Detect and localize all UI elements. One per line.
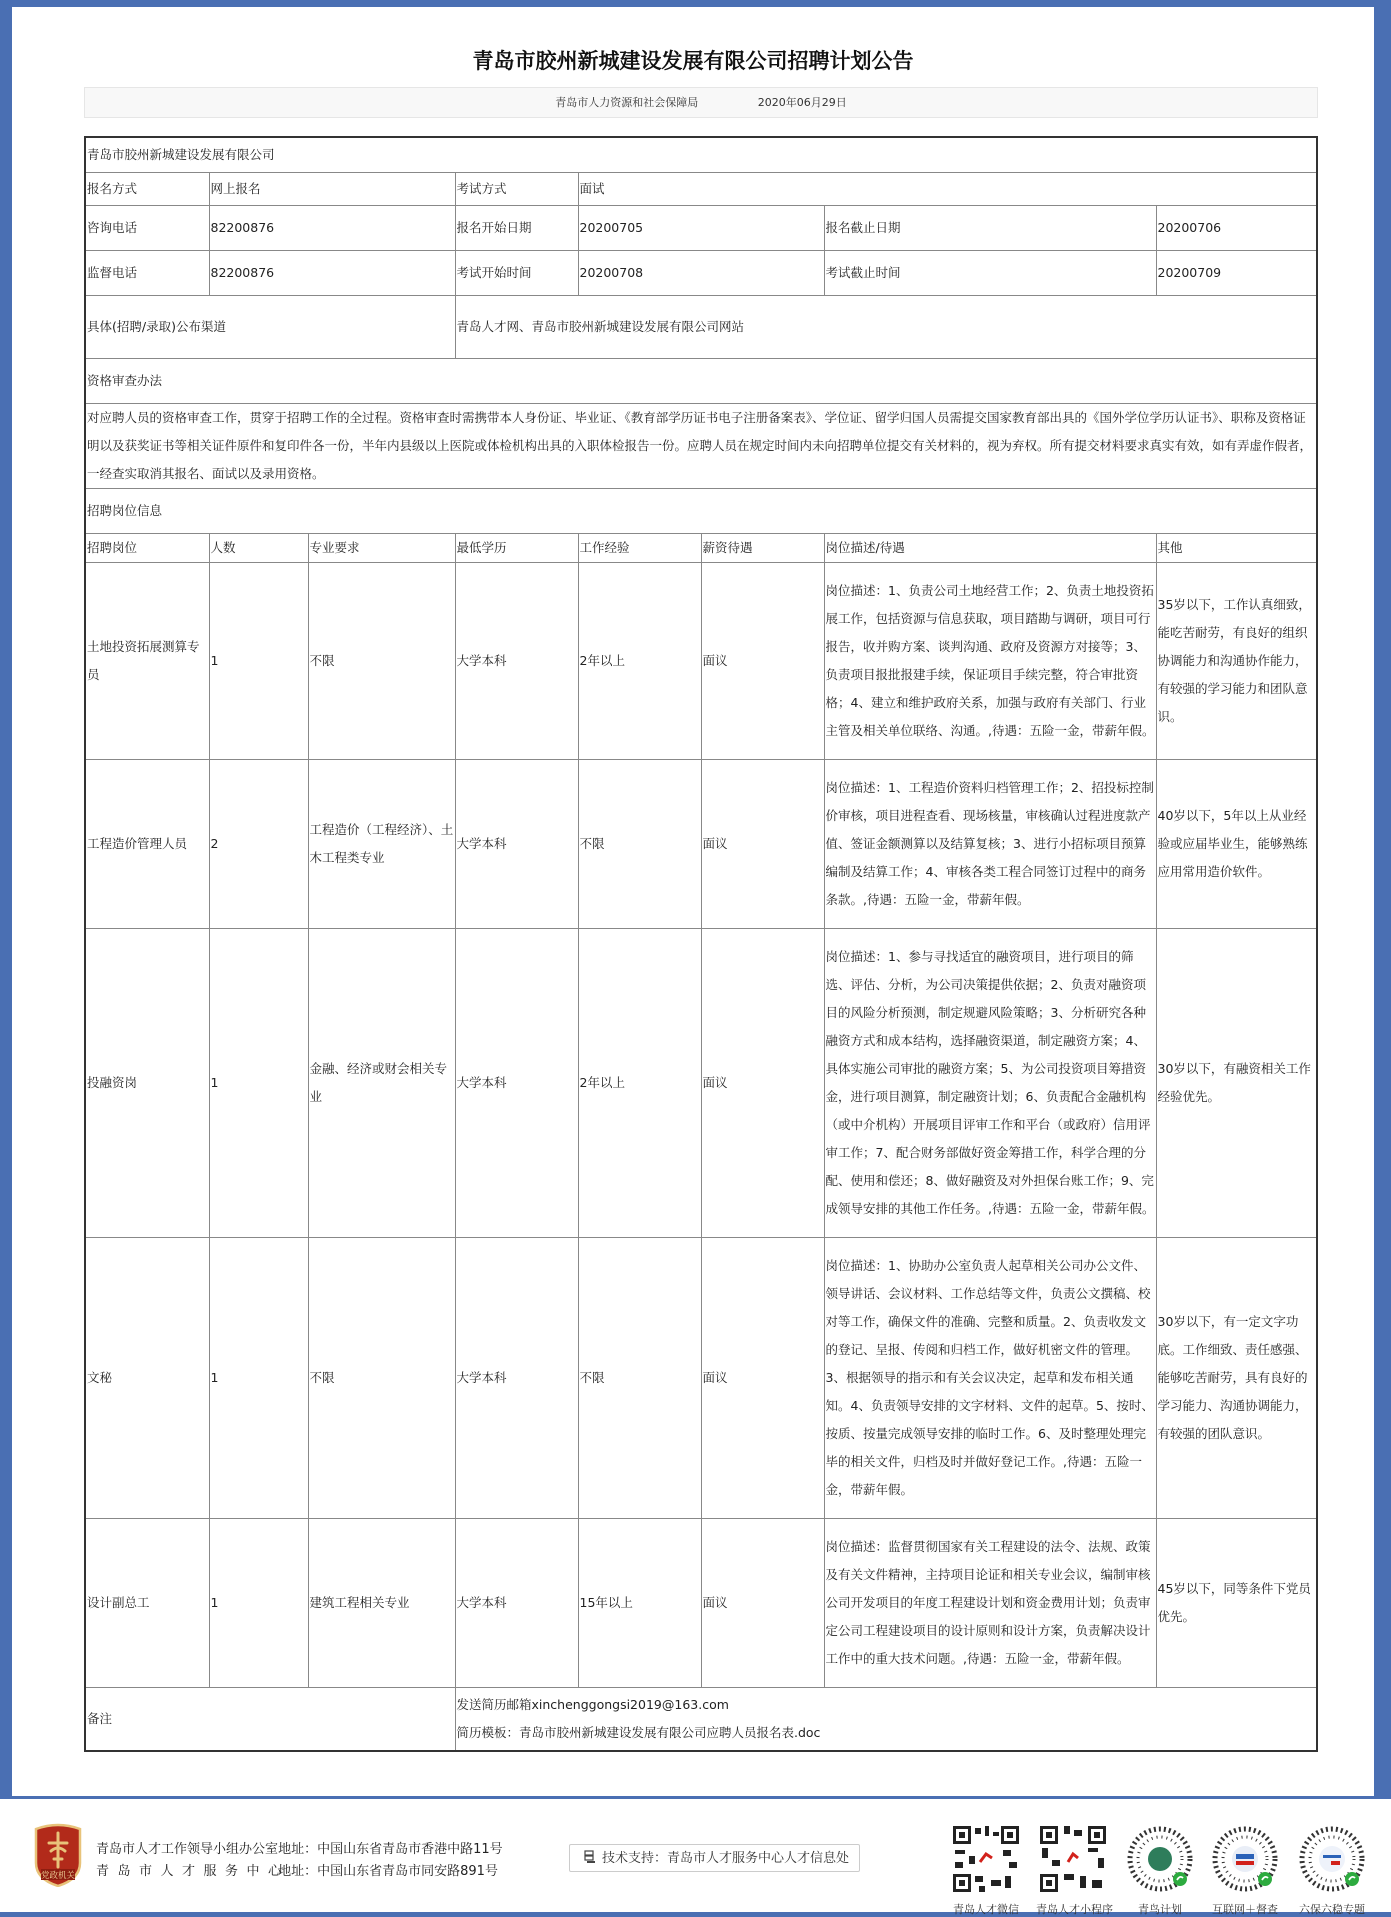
- signup-start-label: 报名开始日期: [455, 206, 578, 251]
- qr-wechat[interactable]: [949, 1824, 1023, 1917]
- position-education: 大学本科: [455, 929, 578, 1238]
- table-row: [85, 929, 1317, 1238]
- qr-label: 六保六稳专题: [1299, 1903, 1365, 1916]
- company-row: [85, 137, 1317, 173]
- position-count: 1: [209, 1519, 308, 1688]
- consult-phone-value: 82200876: [209, 206, 455, 251]
- method-row: [85, 173, 1317, 206]
- col-header-experience: 工作经验: [578, 534, 701, 563]
- position-count: 1: [209, 929, 308, 1238]
- position-name: 工程造价管理人员: [85, 760, 209, 929]
- positions-header-row: [85, 534, 1317, 563]
- position-education: 大学本科: [455, 760, 578, 929]
- position-experience: 2年以上: [578, 563, 701, 760]
- position-description: 岗位描述：1、参与寻找适宜的融资项目，进行项目的筛选、评估、分析，为公司决策提供依据；2、负责对融资项目的风险分析预测，制定规避风险策略；3、分析研究各种融资方式和成本结构，选择融资渠道，制定融资方案；4、具体实施公司审批的融资方案；5、为公司投资项目筹措资金，进行项目测算，制定融资计划；6、负责配合金融机构（或中介机构）开展项目评审工作和平台（或政府）信用评审工作；7、配合财务部做好资金筹措工作，科学合理的分配、使用和偿还；8、做好融资及对外担保台账工作；9、完成领导安排的其他工作任务。,待遇：五险一金，带薪年假。: [824, 929, 1156, 1238]
- footer-org-1: 青岛市人才工作领导小组办公室: [96, 1842, 279, 1857]
- footer-address-2: 地址：中国山东省青岛市同安路891号: [278, 1864, 498, 1879]
- position-salary: 面议: [701, 1238, 824, 1519]
- qr-label: 青岛人才小程序: [1036, 1903, 1113, 1916]
- party-government-badge-icon: [32, 1823, 84, 1887]
- position-count: 2: [209, 760, 308, 929]
- position-salary: 面议: [701, 1519, 824, 1688]
- position-major: 建筑工程相关专业: [308, 1519, 455, 1688]
- note-row: [85, 1688, 1317, 1752]
- note-label: 备注: [85, 1688, 455, 1752]
- badge-text: 党政机关: [40, 1871, 76, 1881]
- qr-qingniao[interactable]: [1123, 1824, 1197, 1917]
- position-salary: 面议: [701, 563, 824, 760]
- footer-address-1: 地址：中国山东省青岛市香港中路11号: [278, 1842, 503, 1857]
- qualification-label: 资格审查办法: [85, 359, 1317, 404]
- mini-program-code-icon: [1125, 1824, 1195, 1894]
- consult-phone-label: 咨询电话: [85, 206, 209, 251]
- table-row: [85, 760, 1317, 929]
- signup-method-label: 报名方式: [85, 173, 209, 206]
- position-name: 土地投资拓展测算专员: [85, 563, 209, 760]
- position-name: 投融资岗: [85, 929, 209, 1238]
- position-experience: 不限: [578, 1238, 701, 1519]
- signup-end-value: 20200706: [1156, 206, 1317, 251]
- footer-addresses: [96, 1839, 503, 1883]
- qr-label: 青岛人才微信: [953, 1903, 1019, 1916]
- publish-date: 2020年06月29日: [757, 96, 847, 109]
- signup-method-value: 网上报名: [209, 173, 455, 206]
- position-experience: 不限: [578, 760, 701, 929]
- signup-end-label: 报名截止日期: [824, 206, 1156, 251]
- signup-start-value: 20200705: [578, 206, 824, 251]
- position-experience: 15年以上: [578, 1519, 701, 1688]
- position-name: 文秘: [85, 1238, 209, 1519]
- position-other: 35岁以下，工作认真细致，能吃苦耐劳，有良好的组织协调能力和沟通协作能力，有较强的学习能力和团队意识。: [1156, 563, 1317, 760]
- position-other: 40岁以下，5年以上从业经验或应届毕业生，能够熟练应用常用造价软件。: [1156, 760, 1317, 929]
- position-salary: 面议: [701, 929, 824, 1238]
- position-major: 工程造价（工程经济）、土木工程类专业: [308, 760, 455, 929]
- position-other: 30岁以下，有融资相关工作经验优先。: [1156, 929, 1317, 1238]
- qualification-text: 对应聘人员的资格审查工作，贯穿于招聘工作的全过程。资格审查时需携带本人身份证、毕业证、《教育部学历证书电子注册备案表》、学位证、留学归国人员需提交国家教育部出具的《国外学位学历认证书》、职称及资格证明以及获奖证书等相关证件原件和复印件各一份，半年内县级以上医院或体检机构出具的入职体检报告一份。应聘人员在规定时间内未向招聘单位提交有关材料的，视为弃权。所有提交材料要求真实有效，如有弄虚作假者，一经查实取消其报名、面试以及录用资格。: [85, 404, 1317, 489]
- qr-code-icon: [1038, 1824, 1108, 1894]
- position-education: 大学本科: [455, 1519, 578, 1688]
- position-name: 设计副总工: [85, 1519, 209, 1688]
- table-row: [85, 1519, 1317, 1688]
- exam-start-value: 20200708: [578, 251, 824, 296]
- position-education: 大学本科: [455, 1238, 578, 1519]
- qualification-heading-row: [85, 359, 1317, 404]
- page-title: 青岛市胶州新城建设发展有限公司招聘计划公告: [472, 49, 914, 73]
- exam-end-value: 20200709: [1156, 251, 1317, 296]
- position-major: 金融、经济或财会相关专业: [308, 929, 455, 1238]
- col-header-education: 最低学历: [455, 534, 578, 563]
- position-salary: 面议: [701, 760, 824, 929]
- col-header-other: 其他: [1156, 534, 1317, 563]
- mini-program-code-icon: [1297, 1824, 1367, 1894]
- exam-method-value: 面试: [578, 173, 1317, 206]
- exam-end-label: 考试截止时间: [824, 251, 1156, 296]
- publisher: 青岛市人力资源和社会保障局: [555, 96, 699, 109]
- col-header-major: 专业要求: [308, 534, 455, 563]
- page-container: [12, 7, 1374, 1796]
- channel-value: 青岛人才网、青岛市胶州新城建设发展有限公司网站: [455, 296, 1317, 359]
- meta-bar: [84, 87, 1318, 118]
- col-header-description: 岗位描述/待遇: [824, 534, 1156, 563]
- qr-mini-program[interactable]: [1036, 1824, 1113, 1917]
- exam-start-label: 考试开始时间: [455, 251, 578, 296]
- qr-label: 互联网＋督查: [1212, 1903, 1278, 1916]
- channel-row: [85, 296, 1317, 359]
- position-description: 岗位描述：1、协助办公室负责人起草相关公司办公文件、领导讲话、会议材料、工作总结等文件，负责公文撰稿、校对等工作，确保文件的准确、完整和质量。2、负责收发文的登记、呈报、传阅和归档工作，做好机密文件的管理。3、根据领导的指示和有关会议决定，起草和发布相关通知。4、负责领导安排的文字材料、文件的起草。5、按时、按质、按量完成领导安排的临时工作。6、及时整理处理完毕的相关文件，归档及时并做好登记工作。,待遇：五险一金，带薪年假。: [824, 1238, 1156, 1519]
- note-value: [455, 1688, 1317, 1752]
- position-description: 岗位描述：监督贯彻国家有关工程建设的法令、法规、政策及有关文件精神，主持项目论证和相关专业会议，编制审核公司开发项目的年度工程建设计划和资金费用计划；负责审定公司工程建设项目的设计原则和设计方案，负责解决设计工作中的重大技术问题。,待遇：五险一金，带薪年假。: [824, 1519, 1156, 1688]
- col-header-count: 人数: [209, 534, 308, 563]
- resume-email[interactable]: 发送简历邮箱xinchenggongsi2019@163.com: [456, 1697, 729, 1712]
- positions-label: 招聘岗位信息: [85, 489, 1317, 534]
- resume-template-link[interactable]: 简历模板：青岛市胶州新城建设发展有限公司应聘人员报名表.doc: [456, 1725, 821, 1740]
- qr-code-icon: [951, 1824, 1021, 1894]
- tech-support-box[interactable]: [569, 1844, 860, 1872]
- mini-program-code-icon: [1210, 1824, 1280, 1894]
- col-header-position: 招聘岗位: [85, 534, 209, 563]
- position-description: 岗位描述：1、负责公司土地经营工作；2、负责土地投资拓展工作，包括资源与信息获取，项目踏勘与调研，项目可行报告，收并购方案、谈判沟通、政府及资源方对接等；3、负责项目报批报建手续，保证项目手续完整，符合审批资格；4、建立和维护政府关系，加强与政府有关部门、行业主管及相关单位联络、沟通。,待遇：五险一金，带薪年假。: [824, 563, 1156, 760]
- position-count: 1: [209, 563, 308, 760]
- qr-label: 青鸟计划: [1138, 1903, 1182, 1916]
- position-major: 不限: [308, 1238, 455, 1519]
- site-footer: [0, 1799, 1391, 1916]
- position-count: 1: [209, 1238, 308, 1519]
- consult-row: [85, 206, 1317, 251]
- position-major: 不限: [308, 563, 455, 760]
- company-name: 青岛市胶州新城建设发展有限公司: [85, 137, 1317, 173]
- supervise-phone-label: 监督电话: [85, 251, 209, 296]
- position-other: 45岁以下，同等条件下党员优先。: [1156, 1519, 1317, 1688]
- server-icon: [584, 1850, 596, 1864]
- positions-heading-row: [85, 489, 1317, 534]
- position-description: 岗位描述：1、工程造价资料归档管理工作；2、招投标控制价审核，项目进程查看、现场核量，审核确认过程进度款产值、签证金额测算以及结算复核；3、进行小招标项目预算编制及结算工作；4、审核各类工程合同签订过程中的商务条款。,待遇：五险一金，带薪年假。: [824, 760, 1156, 929]
- position-education: 大学本科: [455, 563, 578, 760]
- supervise-phone-value: 82200876: [209, 251, 455, 296]
- position-other: 30岁以下，有一定文字功底。工作细致、责任感强、能够吃苦耐劳，具有良好的学习能力、沟通协调能力，有较强的团队意识。: [1156, 1238, 1317, 1519]
- exam-method-label: 考试方式: [455, 173, 578, 206]
- qr-internet-supervision[interactable]: [1208, 1824, 1282, 1917]
- tech-support-text: 技术支持：青岛市人才服务中心人才信息处: [602, 1851, 850, 1866]
- position-experience: 2年以上: [578, 929, 701, 1238]
- supervise-row: [85, 251, 1317, 296]
- channel-label: 具体(招聘/录取)公布渠道: [85, 296, 455, 359]
- footer-org-2: 青岛市人才服务中心: [96, 1864, 290, 1879]
- qr-six-guarantees[interactable]: [1295, 1824, 1369, 1917]
- table-row: [85, 563, 1317, 760]
- recruitment-table: [84, 136, 1318, 1752]
- col-header-salary: 薪资待遇: [701, 534, 824, 563]
- table-row: [85, 1238, 1317, 1519]
- qualification-text-row: [85, 404, 1317, 489]
